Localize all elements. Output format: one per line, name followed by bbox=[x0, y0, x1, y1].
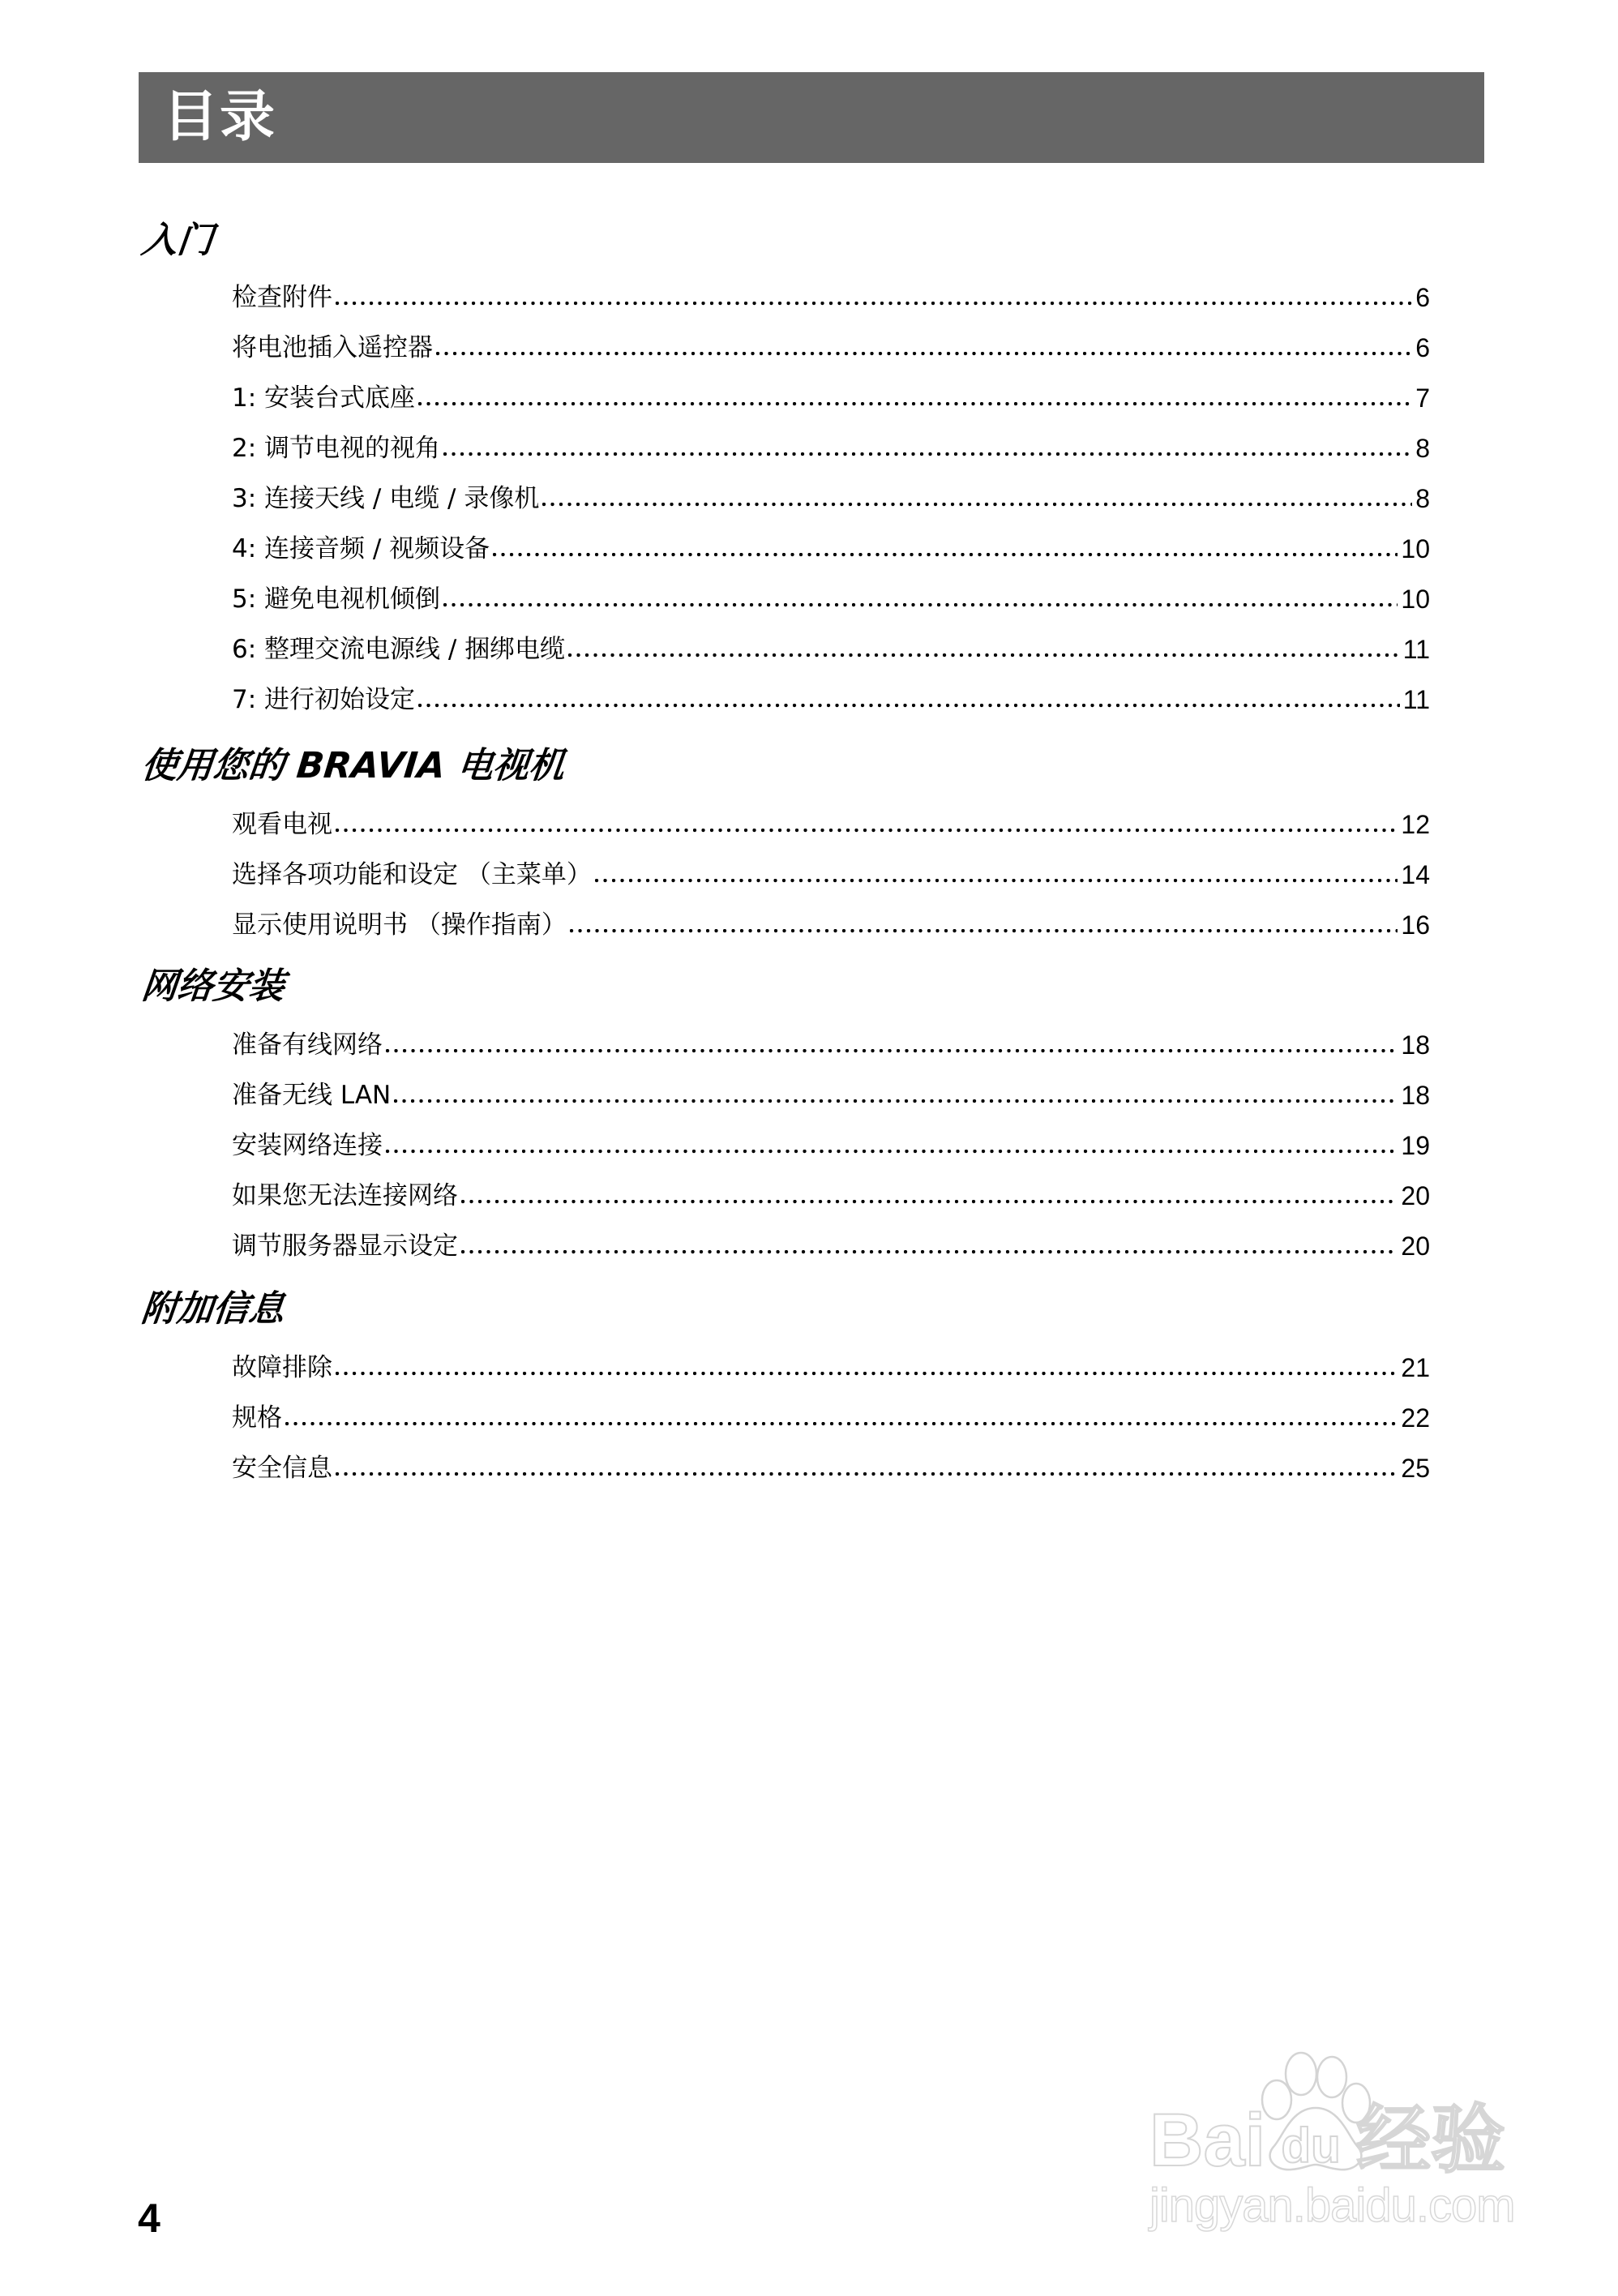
toc-entry-page: 19 bbox=[1401, 1131, 1430, 1160]
toc-entry-page: 12 bbox=[1401, 810, 1430, 839]
toc-entry-page: 21 bbox=[1401, 1353, 1430, 1382]
page-number: 4 bbox=[138, 2195, 161, 2241]
toc-entry-page: 8 bbox=[1415, 434, 1430, 463]
toc-entry[interactable] bbox=[232, 909, 1430, 941]
toc-entry-page: 14 bbox=[1401, 860, 1430, 889]
toc-entry-page: 18 bbox=[1401, 1081, 1430, 1110]
toc-entry-page: 8 bbox=[1415, 484, 1430, 513]
toc-entry-label: 如果您无法连接网络 bbox=[232, 1181, 458, 1210]
baidu-watermark bbox=[1149, 2051, 1530, 2238]
toc-entry-label: 规格 bbox=[232, 1403, 282, 1433]
dot-leader bbox=[394, 1099, 1398, 1106]
section-title-network-setup: 网络安装 bbox=[139, 966, 287, 1007]
toc-entry-label: 准备无线 LAN bbox=[232, 1081, 392, 1110]
toc-entry-page: 6 bbox=[1415, 283, 1430, 312]
dot-leader bbox=[568, 653, 1400, 660]
watermark-brand bbox=[1149, 2101, 1505, 2185]
dot-leader bbox=[418, 402, 1412, 409]
toc-entry[interactable] bbox=[232, 533, 1430, 565]
toc-entry-page: 25 bbox=[1401, 1454, 1430, 1483]
dot-leader bbox=[570, 929, 1398, 936]
watermark-brand-prefix: Bai bbox=[1149, 2099, 1266, 2182]
toc-entry[interactable] bbox=[232, 1351, 1430, 1384]
toc-entry-label: 故障排除 bbox=[232, 1353, 332, 1382]
section-title-using-bravia: 使用您的 BRAVIA 电视机 bbox=[139, 745, 567, 786]
toc-entry[interactable] bbox=[232, 281, 1430, 314]
toc-entry-label: 调节服务器显示设定 bbox=[232, 1232, 458, 1261]
toc-entry[interactable] bbox=[232, 332, 1430, 364]
toc-entry[interactable] bbox=[232, 1230, 1430, 1262]
toc-entry[interactable] bbox=[232, 1402, 1430, 1434]
toc-entry-label: 2: 调节电视的视角 bbox=[232, 434, 441, 463]
toc-entry[interactable] bbox=[232, 382, 1430, 414]
toc-entry[interactable] bbox=[232, 633, 1430, 666]
toc-entry-page: 10 bbox=[1401, 534, 1430, 563]
dot-leader bbox=[285, 1422, 1398, 1429]
toc-entry-label: 5: 避免电视机倾倒 bbox=[232, 585, 441, 614]
dot-leader bbox=[443, 603, 1398, 610]
dot-leader bbox=[418, 704, 1400, 710]
watermark-url: jingyan.baidu.com bbox=[1149, 2179, 1515, 2232]
toc-entry-label: 1: 安装台式底座 bbox=[232, 383, 416, 413]
toc-entry-label: 安装网络连接 bbox=[232, 1131, 383, 1160]
toc-entry[interactable] bbox=[232, 859, 1430, 891]
toc-entry[interactable] bbox=[232, 583, 1430, 615]
toc-entry-page: 11 bbox=[1402, 685, 1430, 714]
toc-entry[interactable] bbox=[232, 808, 1430, 841]
watermark-brand-suffix: 经验 bbox=[1356, 2099, 1506, 2182]
toc-entry[interactable] bbox=[232, 1129, 1430, 1162]
toc-entry-label: 安全信息 bbox=[232, 1454, 332, 1483]
toc-entry-page: 22 bbox=[1401, 1403, 1430, 1433]
dot-leader bbox=[493, 553, 1398, 559]
toc-entry-label: 显示使用说明书 （操作指南） bbox=[232, 910, 567, 940]
toc-entry[interactable] bbox=[232, 683, 1430, 716]
dot-leader bbox=[595, 879, 1398, 885]
dot-leader bbox=[336, 1472, 1398, 1479]
toc-entry-page: 10 bbox=[1401, 585, 1430, 614]
toc-entry[interactable] bbox=[232, 1029, 1430, 1061]
toc-entry[interactable] bbox=[232, 432, 1430, 465]
toc-entry-label: 将电池插入遥控器 bbox=[232, 333, 433, 362]
dot-leader bbox=[542, 503, 1412, 509]
toc-entry-label: 7: 进行初始设定 bbox=[232, 685, 416, 714]
toc-entry-page: 18 bbox=[1401, 1030, 1430, 1060]
toc-entry-label: 3: 连接天线 / 电缆 / 录像机 bbox=[232, 484, 540, 513]
dot-leader bbox=[461, 1200, 1398, 1206]
section-title-additional-info: 附加信息 bbox=[139, 1288, 287, 1330]
toc-entry-page: 11 bbox=[1402, 635, 1430, 664]
section-title-getting-started: 入门 bbox=[139, 220, 216, 261]
dot-leader bbox=[461, 1250, 1398, 1257]
toc-entry[interactable] bbox=[232, 1180, 1430, 1212]
toc-entry[interactable] bbox=[232, 1079, 1430, 1112]
toc-entry-page: 7 bbox=[1415, 383, 1430, 413]
dot-leader bbox=[443, 452, 1412, 459]
dot-leader bbox=[336, 829, 1398, 835]
toc-entry-page: 16 bbox=[1401, 910, 1430, 940]
dot-leader bbox=[386, 1049, 1398, 1056]
dot-leader bbox=[336, 302, 1412, 308]
toc-entry[interactable] bbox=[232, 1452, 1430, 1484]
toc-entry-label: 检查附件 bbox=[232, 283, 332, 312]
toc-title-bar bbox=[139, 72, 1484, 163]
dot-leader bbox=[336, 1372, 1398, 1378]
toc-entry-label: 6: 整理交流电源线 / 捆绑电缆 bbox=[232, 635, 566, 664]
toc-entry-label: 选择各项功能和设定 （主菜单） bbox=[232, 860, 592, 889]
toc-entry-page: 20 bbox=[1401, 1181, 1430, 1210]
toc-entry-page: 20 bbox=[1401, 1232, 1430, 1261]
toc-entry-label: 观看电视 bbox=[232, 810, 332, 839]
toc-entry[interactable] bbox=[232, 482, 1430, 515]
toc-entry-page: 6 bbox=[1415, 333, 1430, 362]
toc-entry-label: 准备有线网络 bbox=[232, 1030, 383, 1060]
page-title: 目录 bbox=[163, 85, 277, 149]
watermark-brand-du: du bbox=[1281, 2118, 1341, 2173]
toc-entry-label: 4: 连接音频 / 视频设备 bbox=[232, 534, 490, 563]
dot-leader bbox=[386, 1150, 1398, 1156]
dot-leader bbox=[436, 352, 1412, 358]
